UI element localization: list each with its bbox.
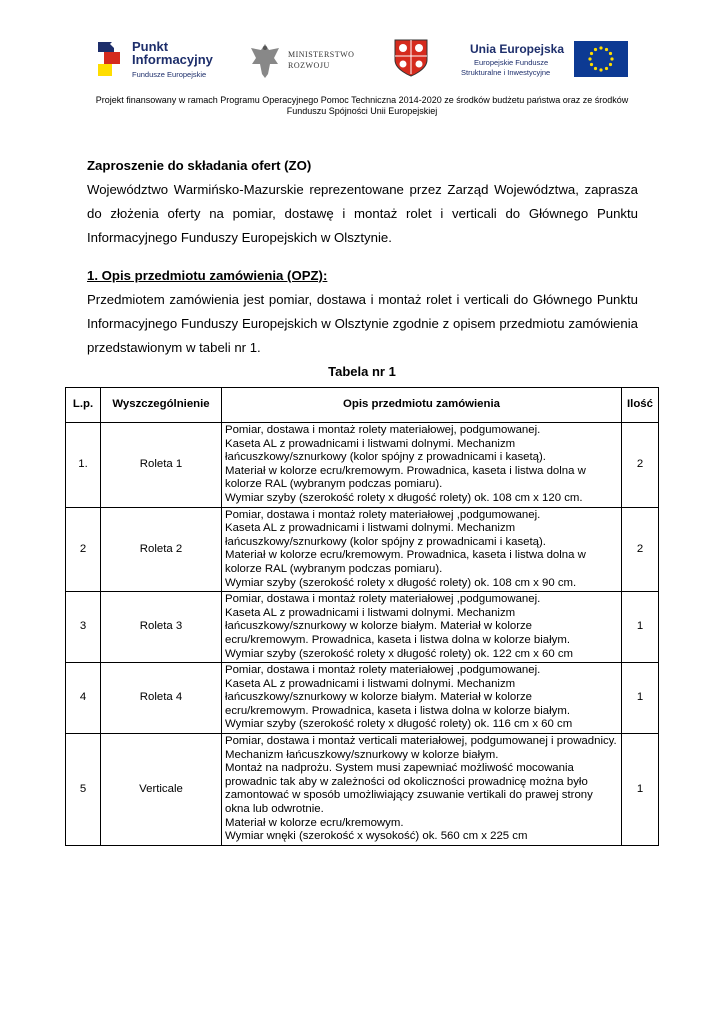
crest-icon (393, 36, 429, 78)
fe-emblem-icon (96, 38, 128, 78)
eu-logo (460, 36, 630, 86)
cell-lp: 4 (66, 663, 101, 734)
funding-note: Projekt finansowany w ramach Programu Operacyjnego Pomoc Techniczna 2014-2020 ze środków budżetu państwa oraz ze środków Funduszu Spójności Unii Europejskiej (95, 95, 629, 116)
cell-qty: 1 (622, 734, 659, 846)
desc-line: Kaseta AL z prowadnicami i listwami dolnymi. Mechanizm łańcuszkowy/sznurkowy w kolorze białym. Materiał w kolorze ecru/kremowym. Prowadnica, kaseta i listwa dolna w kolorze białym. (225, 606, 571, 646)
ministry-line2: ROZWOJU (288, 61, 330, 70)
table-caption: Tabela nr 1 (328, 364, 396, 379)
eagle-icon (248, 40, 282, 80)
document-title: Zaproszenie do składania ofert (ZO) (87, 158, 312, 173)
header-name: Wyszczególnienie (101, 388, 222, 423)
desc-line: Kaseta AL z prowadnicami i listwami dolnymi. Mechanizm łańcuszkowy/sznurkowy (kolor spójny z prowadnicami i kasetą). (225, 437, 546, 464)
desc-line: Kaseta AL z prowadnicami i listwami dolnymi. Mechanizm łańcuszkowy/sznurkowy w kolorze białym. Materiał w kolorze ecru/kremowym. Prowadnica, kaseta i listwa dolna w kolorze białym. (225, 677, 571, 717)
desc-line: Pomiar, dostawa i montaż verticali materiałowej, podgumowanej i prowadnicy. Mechanizm łańcuszkowy/sznurkowy w kolorze białym. (225, 735, 617, 761)
pi-line1: Punkt (132, 39, 169, 54)
eu-line3: Strukturalne i Inwestycyjne (461, 68, 551, 77)
eu-line2: Europejskie Fundusze (474, 58, 549, 67)
cell-qty: 2 (622, 507, 659, 592)
desc-line: Kaseta AL z prowadnicami i listwami dolnymi. Mechanizm łańcuszkowy/sznurkowy (kolor spójny z prowadnicami i kasetą). (225, 522, 546, 548)
table-header-row (66, 388, 659, 423)
voivodeship-crest (393, 36, 429, 86)
desc-line: Wymiar szyby (szerokość rolety x długość rolety) ok. 122 cm x 60 cm (225, 647, 574, 660)
desc-line: Wymiar szyby (szerokość rolety x długość rolety) ok. 108 cm x 90 cm. (225, 576, 577, 589)
cell-name: Roleta 1 (101, 423, 222, 508)
eu-title: Unia Europejska (470, 42, 565, 56)
header-lp: L.p. (66, 388, 101, 423)
pi-line3: Fundusze Europejskie (132, 70, 207, 79)
cell-lp: 5 (66, 734, 101, 846)
table-row (66, 423, 659, 508)
desc-line: Wymiar szyby (szerokość rolety x długość rolety) ok. 108 cm x 120 cm. (225, 491, 583, 504)
ministry-logo (248, 36, 368, 86)
order-table (65, 387, 659, 846)
header-qty: Ilość (622, 388, 659, 423)
pi-line2: Informacyjny (132, 52, 213, 67)
desc-line: Pomiar, dostawa i montaż rolety materiałowej, podgumowanej. (225, 424, 541, 436)
desc-line: Pomiar, dostawa i montaż rolety materiałowej ,podgumowanej. (225, 664, 541, 677)
desc-line: Wymiar wnęki (szerokość x wysokość) ok. 560 cm x 225 cm (225, 830, 528, 843)
cell-lp: 1. (66, 423, 101, 508)
table-row (66, 734, 659, 846)
desc-line: Materiał w kolorze ecru/kremowym. (225, 816, 404, 829)
table-row (66, 592, 659, 663)
desc-line: Materiał w kolorze ecru/kremowym. Prowadnica, kaseta i listwa dolna w kolorze RAL (wybranym podczas pomiaru). (225, 464, 586, 491)
desc-line: Pomiar, dostawa i montaż rolety materiałowej ,podgumowanej. (225, 593, 541, 606)
desc-line: Pomiar, dostawa i montaż rolety materiałowej ,podgumowanej. (225, 508, 541, 521)
section1-paragraph: Przedmiotem zamówienia jest pomiar, dostawa i montaż rolet i verticali do Głównego Punktu Informacyjnego Funduszy Europejskich w Olsztynie zgodnie z opisem przedmiotu zamówienia przedstawionym w tabeli nr 1. (87, 292, 638, 355)
cell-qty: 1 (622, 663, 659, 734)
logo-bar (0, 36, 724, 86)
document-body (87, 154, 638, 360)
cell-name: Roleta 2 (101, 507, 222, 592)
table-row (66, 507, 659, 592)
cell-desc (222, 423, 622, 508)
cell-desc (222, 734, 622, 846)
cell-lp: 3 (66, 592, 101, 663)
ministry-line1: MINISTERSTWO (288, 50, 355, 59)
cell-desc (222, 507, 622, 592)
desc-line: Montaż na nadprożu. System musi zapewniać możliwość mocowania prowadnic tak aby w zależności od okoliczności prowadnicę można było zamontować w sposób umożliwiający zsuwanie vertikali do prawej strony okna lub odwrotnie. (225, 762, 593, 816)
cell-desc (222, 592, 622, 663)
cell-name: Roleta 4 (101, 663, 222, 734)
eu-flag-icon (574, 41, 628, 77)
intro-paragraph: Województwo Warmińsko-Mazurskie reprezentowane przez Zarząd Województwa, zaprasza do złożenia oferty na pomiar, dostawę i montaż rolet i verticali do Głównego Punktu Informacyjnego Funduszy Europejskich w Olsztynie. (87, 182, 638, 245)
cell-name: Verticale (101, 734, 222, 846)
cell-lp: 2 (66, 507, 101, 592)
desc-line: Wymiar szyby (szerokość rolety x długość rolety) ok. 116 cm x 60 cm (225, 718, 573, 731)
table-row (66, 663, 659, 734)
section1-title: 1. Opis przedmiotu zamówienia (OPZ): (87, 268, 328, 283)
cell-name: Roleta 3 (101, 592, 222, 663)
punkt-informacyjny-logo (96, 36, 221, 86)
cell-desc (222, 663, 622, 734)
header-desc: Opis przedmiotu zamówienia (222, 388, 622, 423)
cell-qty: 2 (622, 423, 659, 508)
desc-line: Materiał w kolorze ecru/kremowym. Prowadnica, kaseta i listwa dolna w kolorze RAL (wybranym podczas pomiaru). (225, 549, 586, 575)
cell-qty: 1 (622, 592, 659, 663)
